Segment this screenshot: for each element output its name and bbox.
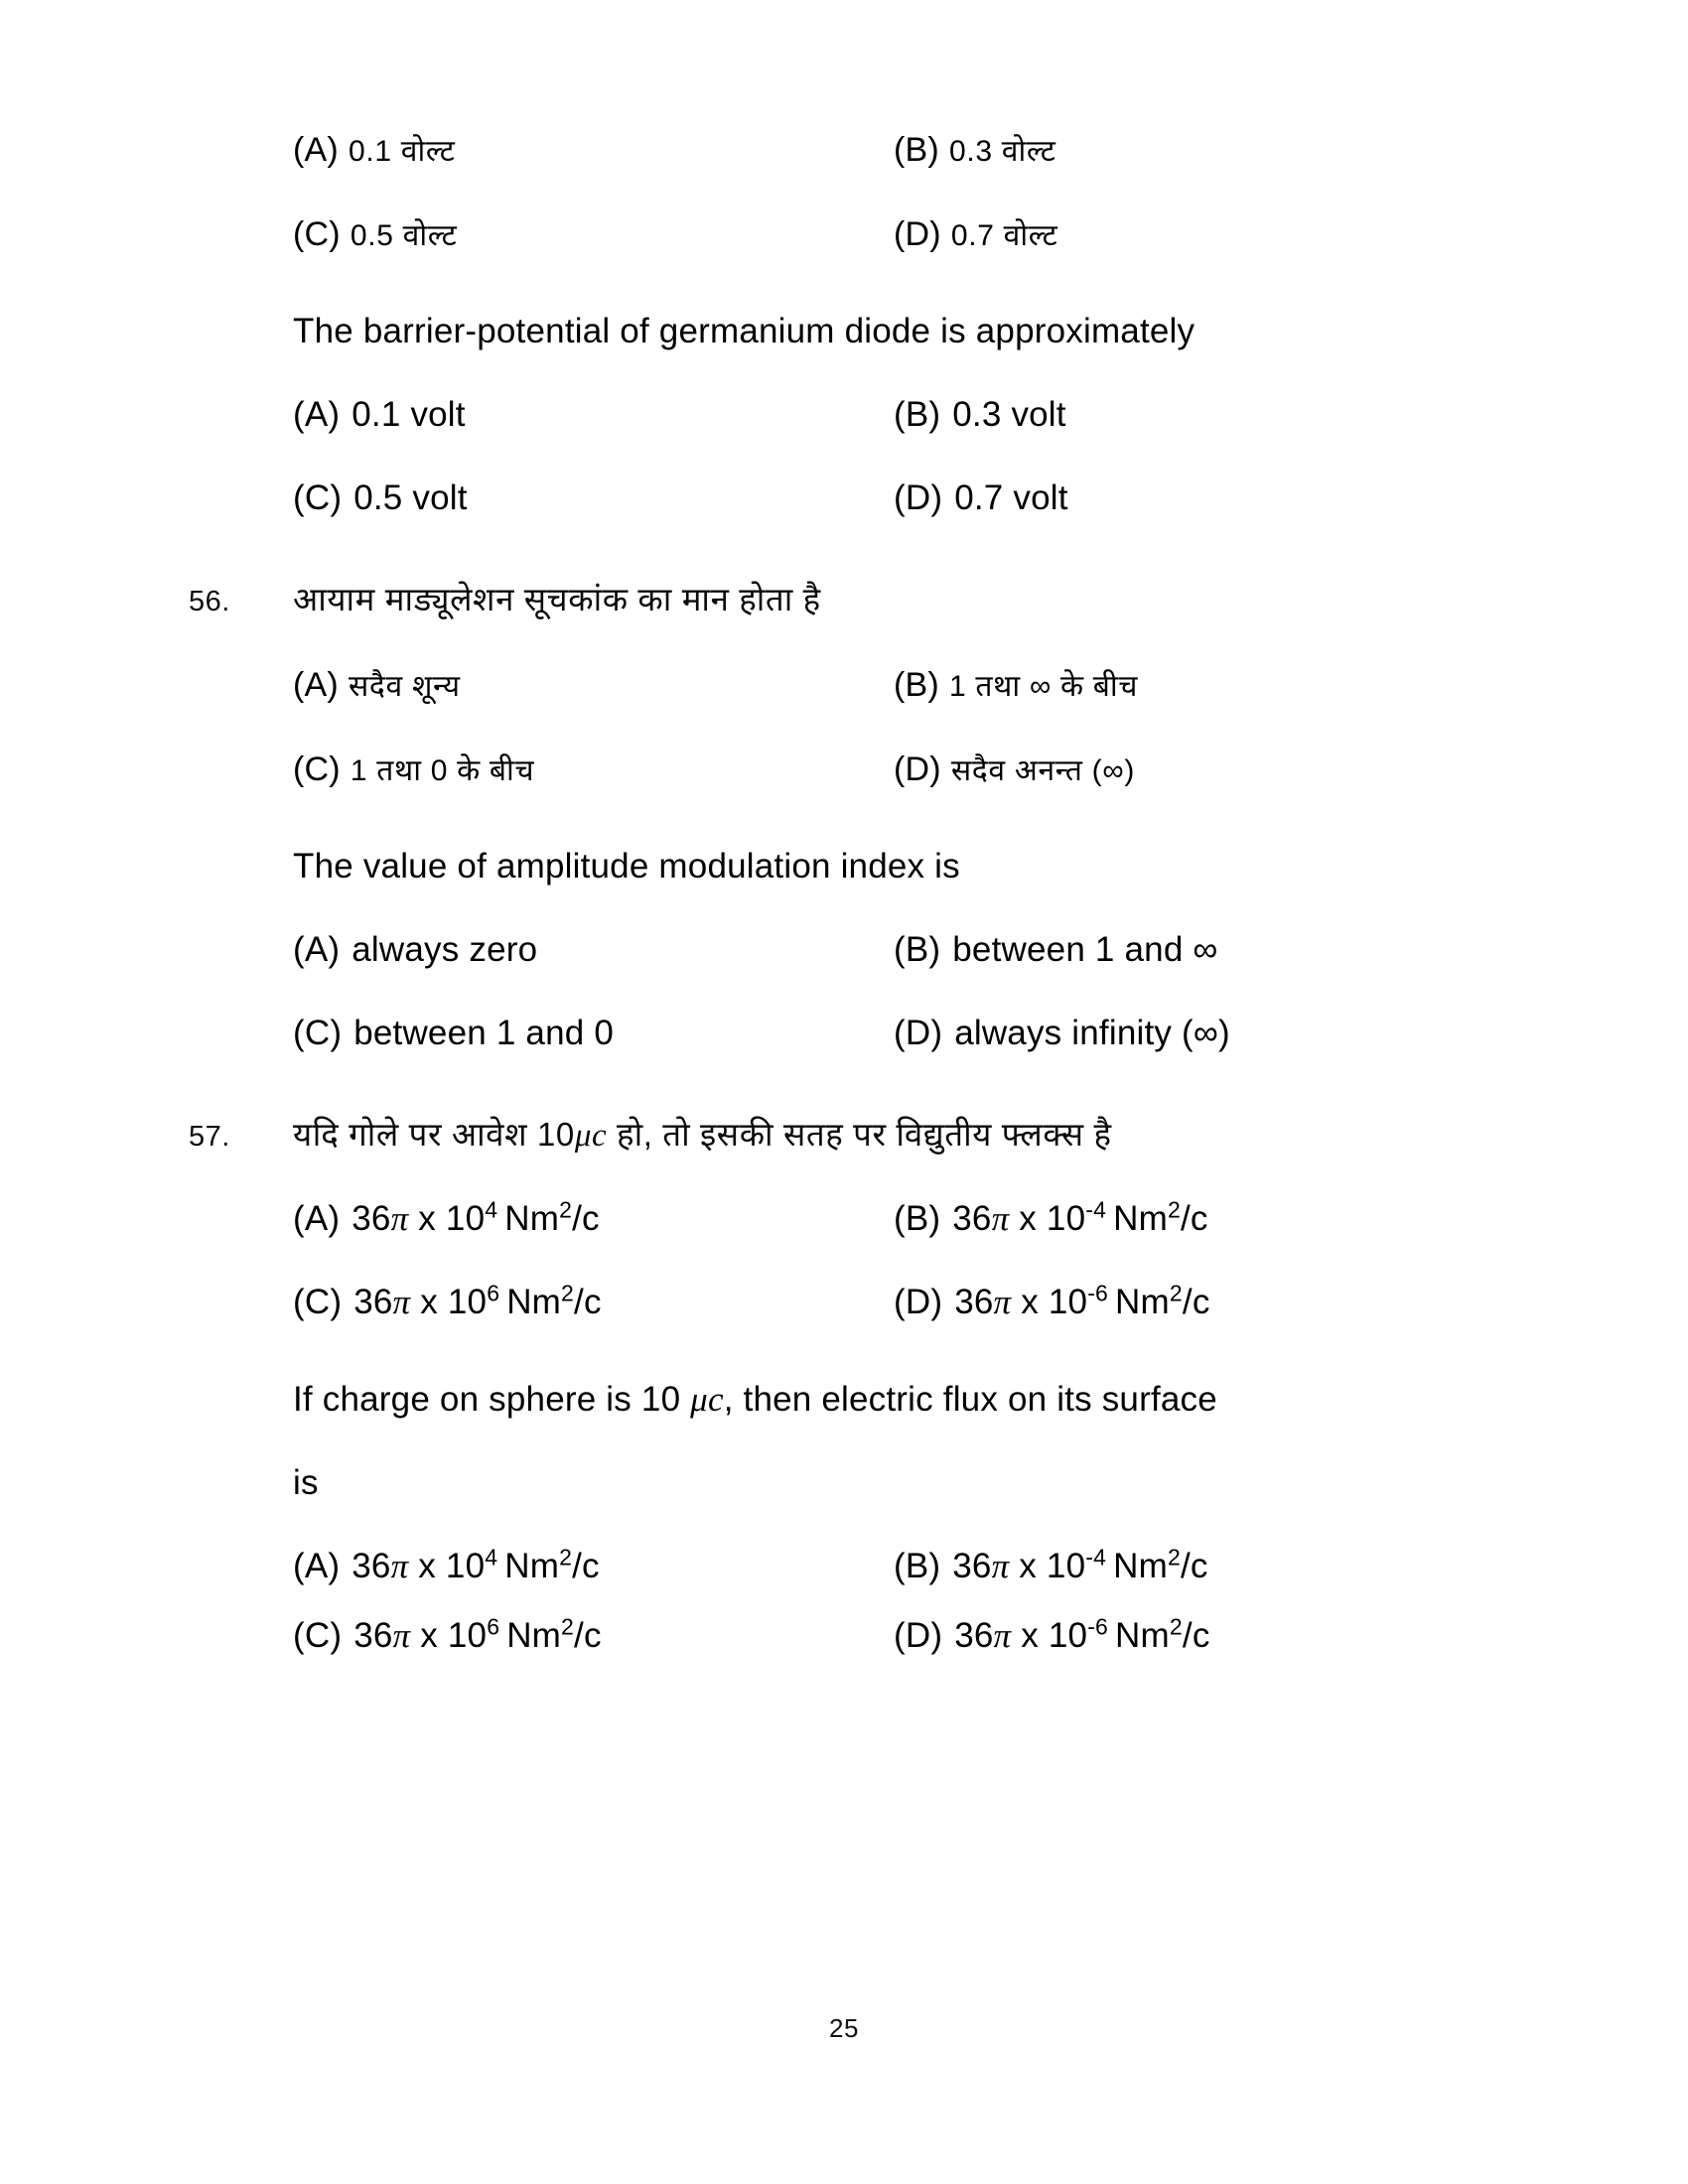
times-symbol: x <box>420 1283 438 1321</box>
exponent: 4 <box>485 1196 498 1223</box>
coefficient: 36 <box>352 1547 391 1585</box>
pi-symbol: π <box>390 1547 409 1585</box>
option-text-d: 0.7 वोल्ट <box>950 219 1058 252</box>
pi-symbol: π <box>390 1199 409 1238</box>
unit-exponent: 2 <box>561 1613 575 1640</box>
stem-hindi-after: हो, तो इसकी सतह पर विद्युतीय फ्लक्स है <box>607 1116 1112 1153</box>
pi-symbol: π <box>392 1283 411 1321</box>
coefficient: 36 <box>954 1616 994 1655</box>
times-symbol: x <box>1021 1616 1039 1655</box>
unit-tail: /c <box>572 1199 600 1238</box>
pi-symbol: π <box>991 1199 1010 1238</box>
question-stem-hindi-56: आयाम माड्यूलेशन सूचकांक का मान होता है <box>293 581 821 617</box>
option-row-math-english-2 <box>0 1613 1688 1656</box>
option-row-hindi-2 <box>0 749 1688 789</box>
option-label-b: (B) <box>894 395 941 434</box>
option-row-english-1 <box>0 930 1688 970</box>
option-row-math-hindi-2 <box>0 1280 1688 1322</box>
unit: Nm <box>504 1547 560 1585</box>
option-label-a: (A) <box>293 1547 341 1585</box>
unit-tail: /c <box>1180 1547 1208 1585</box>
unit-tail: /c <box>572 1547 600 1585</box>
option-text-a <box>352 1544 600 1586</box>
question-stem-english-57-line2: is <box>293 1463 319 1502</box>
times-symbol: x <box>420 1616 438 1655</box>
option-label-b: (B) <box>894 930 941 969</box>
option-d-hindi[interactable] <box>894 749 1589 789</box>
unit-tail: /c <box>1182 1616 1210 1655</box>
base: 10 <box>447 1283 488 1321</box>
option-label-b: (B) <box>894 131 939 169</box>
option-label-c: (C) <box>293 215 341 253</box>
unit-tail: /c <box>1182 1283 1210 1321</box>
times-symbol: x <box>1019 1199 1037 1238</box>
stem-english-before: If charge on sphere is 10 <box>293 1380 691 1419</box>
option-label-a: (A) <box>293 131 339 169</box>
option-text-a: always zero <box>352 930 538 969</box>
question-number-56: 56. <box>189 586 230 617</box>
option-label-c: (C) <box>293 1014 343 1052</box>
option-label-c: (C) <box>293 1616 343 1655</box>
unit: Nm <box>1115 1283 1170 1321</box>
option-label-d: (D) <box>894 215 941 253</box>
option-text-d: 0.7 volt <box>954 478 1068 517</box>
option-label-c: (C) <box>293 478 343 517</box>
option-label-a: (A) <box>293 1199 341 1238</box>
coefficient: 36 <box>954 1283 994 1321</box>
question-number-57: 57. <box>189 1121 230 1153</box>
option-label-d: (D) <box>894 1283 943 1321</box>
base: 10 <box>1046 1547 1086 1585</box>
option-text-b: 1 तथा ∞ के बीच <box>948 670 1139 703</box>
option-a-english[interactable] <box>293 395 894 435</box>
option-b-english[interactable] <box>894 930 1589 970</box>
option-label-b: (B) <box>894 1199 941 1238</box>
base: 10 <box>447 1616 488 1655</box>
exponent: 6 <box>487 1613 500 1640</box>
question-stem-english-57-line1 <box>0 1380 1688 1420</box>
option-label-d: (D) <box>894 1014 943 1052</box>
stem-hindi-mu-unit: μc <box>574 1118 608 1154</box>
option-row-hindi-2 <box>0 213 1688 254</box>
option-label-b: (B) <box>894 1547 941 1585</box>
question-stem-english-56: The value of amplitude modulation index is <box>293 847 960 886</box>
option-text-a: सदैव शून्य <box>348 670 461 703</box>
option-row-english-1 <box>0 395 1688 435</box>
option-row-hindi-1 <box>0 664 1688 705</box>
option-text-c: 0.5 volt <box>353 478 468 517</box>
exponent: -6 <box>1087 1613 1109 1640</box>
option-row-math-hindi-1 <box>0 1196 1688 1239</box>
option-label-d: (D) <box>894 1616 943 1655</box>
unit: Nm <box>506 1616 562 1655</box>
option-d-math[interactable] <box>894 1280 1589 1322</box>
unit-tail: /c <box>574 1283 602 1321</box>
question-block-55-continued <box>0 129 1688 518</box>
option-text-c: between 1 and 0 <box>353 1014 615 1052</box>
option-a-hindi[interactable] <box>293 664 894 705</box>
times-symbol: x <box>1019 1547 1037 1585</box>
option-label-c: (C) <box>293 1283 343 1321</box>
option-row-math-english-1 <box>0 1544 1688 1586</box>
option-text-c <box>353 1613 602 1656</box>
exponent: 6 <box>487 1280 500 1306</box>
option-b-math[interactable] <box>894 1196 1589 1239</box>
option-c-math-english[interactable] <box>293 1613 894 1656</box>
option-label-c: (C) <box>293 751 341 788</box>
times-symbol: x <box>418 1199 436 1238</box>
unit-exponent: 2 <box>561 1280 575 1306</box>
option-text-d <box>954 1613 1210 1656</box>
unit: Nm <box>506 1283 562 1321</box>
option-c-hindi[interactable] <box>293 749 894 789</box>
pi-symbol: π <box>392 1616 411 1655</box>
option-c-english[interactable] <box>293 1014 894 1053</box>
option-a-hindi[interactable] <box>293 129 894 170</box>
question-block-57 <box>0 1111 1688 1656</box>
base: 10 <box>1048 1283 1088 1321</box>
coefficient: 36 <box>353 1283 393 1321</box>
base: 10 <box>445 1547 486 1585</box>
exponent: -4 <box>1085 1544 1107 1570</box>
option-text-b <box>952 1544 1208 1586</box>
option-a-english[interactable] <box>293 930 894 970</box>
option-row-english-2 <box>0 1014 1688 1053</box>
question-stem-english-55: The barrier-potential of germanium diode is approximately <box>293 312 1196 350</box>
option-label-a: (A) <box>293 666 339 704</box>
option-text-a <box>352 1196 600 1239</box>
coefficient: 36 <box>353 1616 393 1655</box>
question-line-57 <box>0 1111 1688 1156</box>
option-text-d: always infinity (∞) <box>954 1014 1230 1052</box>
option-text-a: 0.1 volt <box>352 395 466 434</box>
unit-exponent: 2 <box>559 1544 573 1570</box>
option-d-hindi[interactable] <box>894 213 1589 254</box>
option-c-english[interactable] <box>293 478 894 518</box>
option-text-c: 1 तथा 0 के बीच <box>350 754 535 787</box>
option-label-a: (A) <box>293 395 341 434</box>
pi-symbol: π <box>991 1547 1010 1585</box>
stem-english-mu-unit: μc <box>690 1380 724 1419</box>
unit: Nm <box>1113 1547 1168 1585</box>
option-row-hindi-1 <box>0 129 1688 170</box>
option-b-hindi[interactable] <box>894 664 1589 705</box>
option-text-d <box>954 1280 1210 1322</box>
coefficient: 36 <box>952 1547 992 1585</box>
option-label-b: (B) <box>894 666 939 704</box>
option-text-c <box>353 1280 602 1322</box>
option-row-english-2 <box>0 478 1688 518</box>
base: 10 <box>1048 1616 1088 1655</box>
times-symbol: x <box>1021 1283 1039 1321</box>
option-label-d: (D) <box>894 751 941 788</box>
unit-tail: /c <box>574 1616 602 1655</box>
option-text-b: 0.3 volt <box>952 395 1066 434</box>
question-block-56 <box>0 576 1688 1053</box>
unit: Nm <box>504 1199 560 1238</box>
coefficient: 36 <box>952 1199 992 1238</box>
question-line-56 <box>0 576 1688 620</box>
base: 10 <box>445 1199 486 1238</box>
option-label-d: (D) <box>894 478 943 517</box>
option-a-math[interactable] <box>293 1196 894 1239</box>
base: 10 <box>1046 1199 1086 1238</box>
option-c-math[interactable] <box>293 1280 894 1322</box>
unit-exponent: 2 <box>1167 1544 1181 1570</box>
option-b-math-english[interactable] <box>894 1544 1589 1586</box>
unit-tail: /c <box>1180 1199 1208 1238</box>
pi-symbol: π <box>993 1283 1012 1321</box>
option-d-english[interactable] <box>894 478 1589 518</box>
coefficient: 36 <box>352 1199 391 1238</box>
option-b-english[interactable] <box>894 395 1589 435</box>
exponent: -4 <box>1085 1196 1107 1223</box>
option-d-math-english[interactable] <box>894 1613 1589 1656</box>
option-text-b <box>952 1196 1208 1239</box>
option-a-math-english[interactable] <box>293 1544 894 1586</box>
option-text-d: सदैव अनन्त (∞) <box>950 754 1136 787</box>
exponent: 4 <box>485 1544 498 1570</box>
unit: Nm <box>1113 1199 1168 1238</box>
option-c-hindi[interactable] <box>293 213 894 254</box>
exponent: -6 <box>1087 1280 1109 1306</box>
option-text-b: 0.3 वोल्ट <box>948 135 1056 168</box>
unit-exponent: 2 <box>1169 1613 1183 1640</box>
pi-symbol: π <box>993 1616 1012 1655</box>
page-number: 25 <box>829 2013 859 2043</box>
unit: Nm <box>1115 1616 1170 1655</box>
option-text-a: 0.1 वोल्ट <box>348 135 456 168</box>
option-d-english[interactable] <box>894 1014 1589 1053</box>
option-label-a: (A) <box>293 930 341 969</box>
option-text-c: 0.5 वोल्ट <box>350 219 458 252</box>
stem-hindi-before: यदि गोले पर आवेश 10 <box>293 1116 575 1153</box>
question-stem-hindi-57 <box>293 1111 1112 1156</box>
option-text-b: between 1 and ∞ <box>952 930 1218 969</box>
times-symbol: x <box>418 1547 436 1585</box>
unit-exponent: 2 <box>1167 1196 1181 1223</box>
unit-exponent: 2 <box>1169 1280 1183 1306</box>
option-b-hindi[interactable] <box>894 129 1589 170</box>
unit-exponent: 2 <box>559 1196 573 1223</box>
stem-english-after: , then electric flux on its surface <box>723 1380 1217 1419</box>
